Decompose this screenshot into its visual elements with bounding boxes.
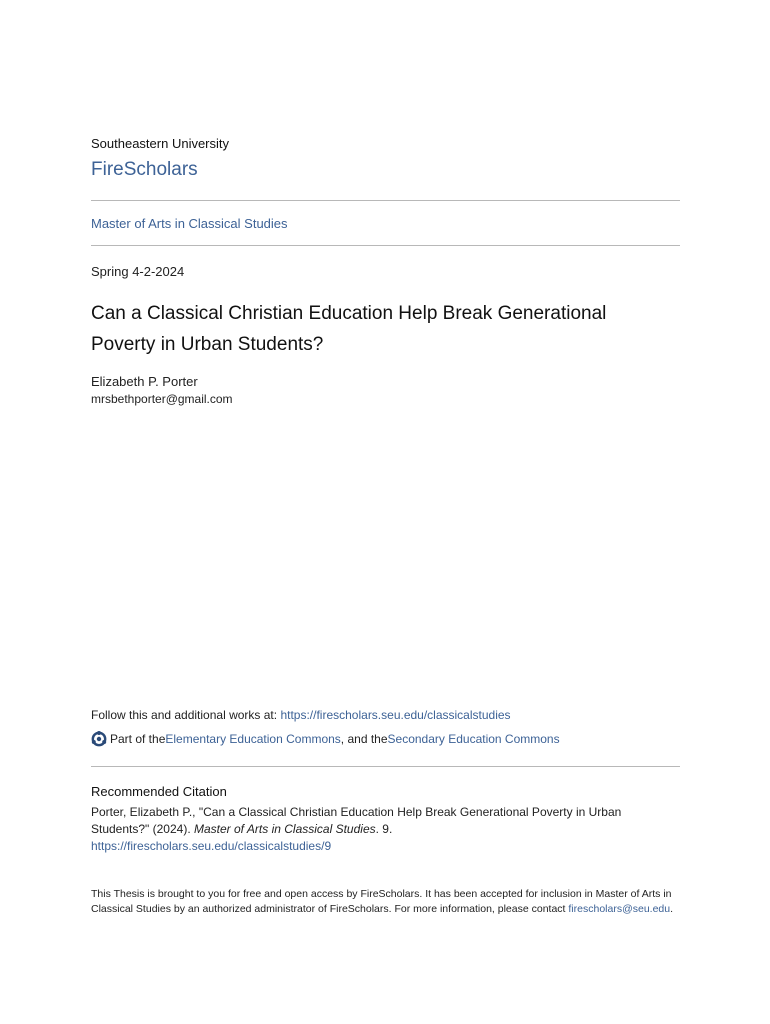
part-of-middle: , and the xyxy=(340,732,388,746)
notice-end: . xyxy=(670,903,674,915)
citation-url-link[interactable]: https://firescholars.seu.edu/classicalstudies/9 xyxy=(91,839,332,853)
publication-date: Spring 4-2-2024 xyxy=(91,264,185,279)
secondary-commons-link[interactable]: Secondary Education Commons xyxy=(387,732,560,746)
repository-link[interactable]: FireScholars xyxy=(91,159,198,180)
citation-series: Master of Arts in Classical Studies xyxy=(194,822,376,836)
network-icon xyxy=(91,731,107,747)
elementary-commons-link[interactable]: Elementary Education Commons xyxy=(165,732,341,746)
divider xyxy=(91,766,680,767)
divider xyxy=(91,245,680,246)
collection-link[interactable]: https://firescholars.seu.edu/classicalstudies xyxy=(280,708,511,722)
citation-text xyxy=(91,804,671,855)
contact-email-link[interactable]: firescholars@seu.edu xyxy=(568,903,671,915)
institution-name: Southeastern University xyxy=(91,136,230,151)
cover-page xyxy=(91,0,680,1024)
notice-text: This Thesis is brought to you for free and open access by FireScholars. It has been accepted for inclusion in Master of Arts in Classical Studies by an authorized administrator of FireScholars. For more information, please contact xyxy=(91,888,672,915)
author-email: mrsbethporter@gmail.com xyxy=(91,392,233,406)
citation-heading: Recommended Citation xyxy=(91,784,227,799)
citation-body: Porter, Elizabeth P., "Can a Classical Christian Education Help Break Generational Poverty in Urban Students?" (2024). xyxy=(91,805,622,836)
part-of-line xyxy=(91,731,560,747)
follow-prefix: Follow this and additional works at: xyxy=(91,708,281,722)
document-title: Can a Classical Christian Education Help Break Generational Poverty in Urban Students? xyxy=(91,303,607,355)
access-notice xyxy=(91,887,680,917)
author-name: Elizabeth P. Porter xyxy=(91,374,198,389)
citation-number: . 9. xyxy=(375,822,393,836)
divider xyxy=(91,200,680,201)
part-of-prefix: Part of the xyxy=(110,732,166,746)
follow-line xyxy=(91,708,511,722)
program-link[interactable]: Master of Arts in Classical Studies xyxy=(91,216,288,231)
